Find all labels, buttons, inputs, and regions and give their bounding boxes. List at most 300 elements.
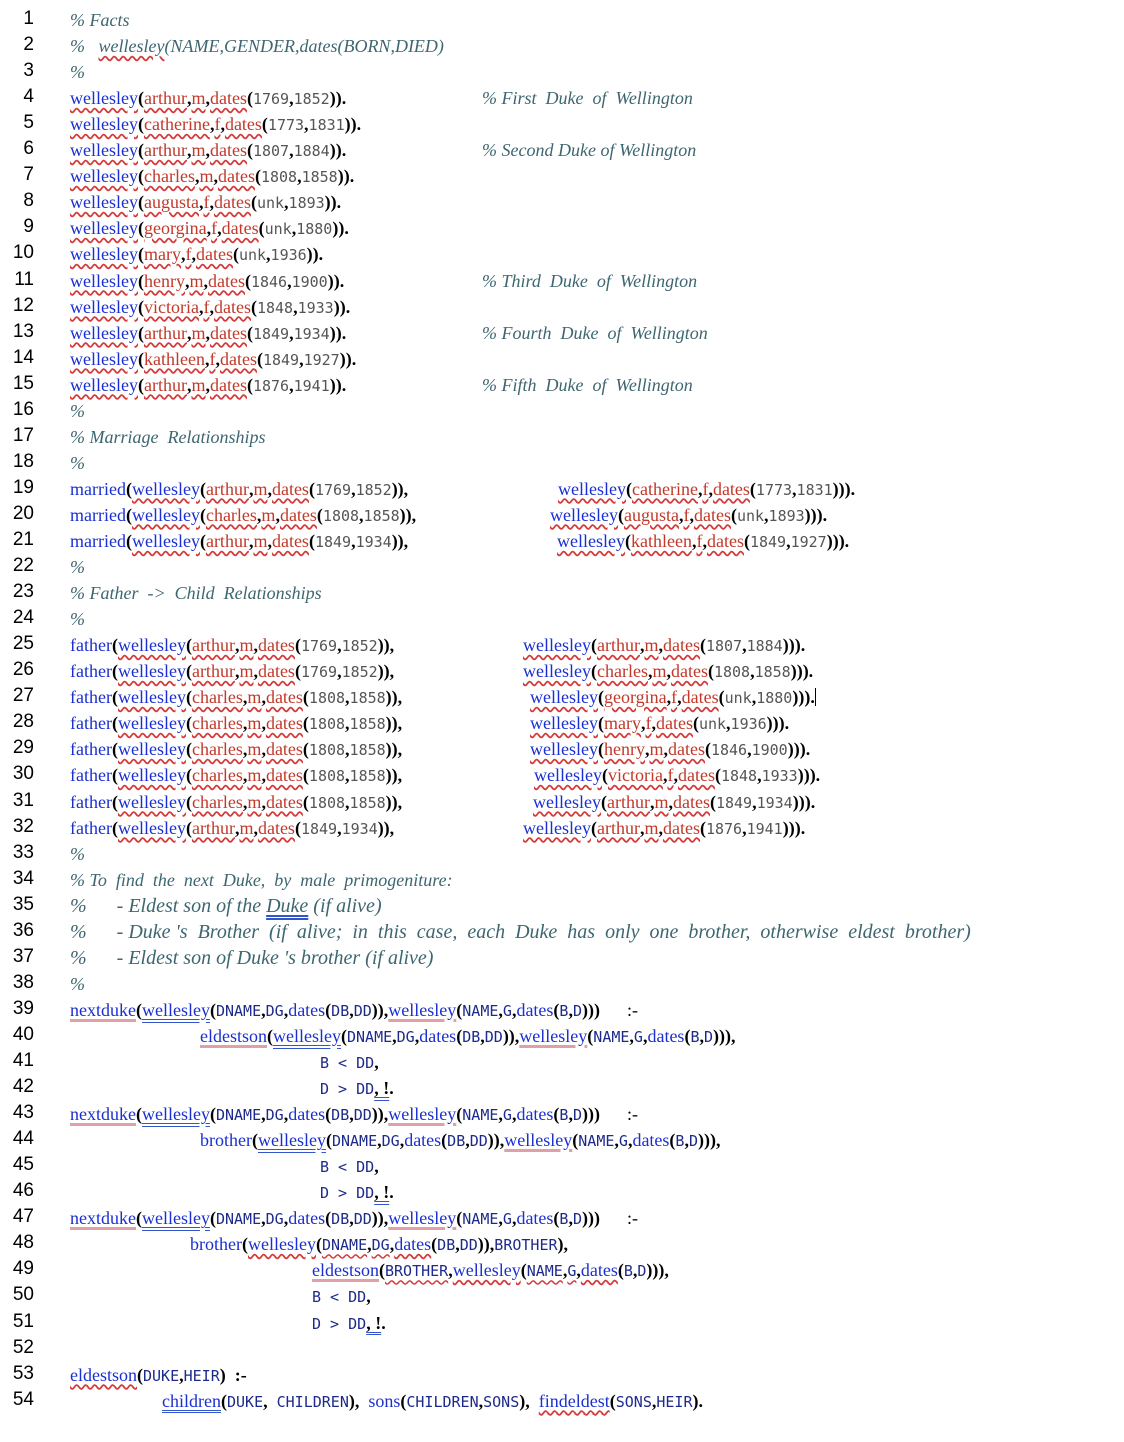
- code-token: 1808: [308, 793, 346, 812]
- code-token: wellesley: [533, 791, 601, 812]
- code-line[interactable]: [0, 293, 1124, 319]
- code-line[interactable]: [0, 631, 1124, 657]
- code-token: )).: [329, 374, 347, 395]
- code-token: married: [70, 478, 126, 499]
- code-line[interactable]: [0, 475, 1124, 501]
- code-token: m: [191, 88, 206, 109]
- code-token: (: [730, 504, 737, 525]
- line-number: 46: [12, 1180, 34, 1202]
- code-token: f: [667, 765, 674, 786]
- code-token: 1880: [756, 689, 793, 708]
- code-token: ,: [359, 504, 364, 525]
- code-line[interactable]: [0, 1309, 1124, 1335]
- code-line[interactable]: [0, 58, 1124, 84]
- code-text-second-arg: [558, 479, 855, 500]
- code-token: DD: [348, 1314, 367, 1333]
- code-token: wellesley: [131, 531, 200, 551]
- code-token: D: [688, 1132, 698, 1151]
- code-token: ,: [750, 661, 755, 682]
- code-token: (: [111, 661, 118, 682]
- code-line[interactable]: [0, 709, 1124, 735]
- code-token: G: [618, 1132, 628, 1151]
- code-token: ,: [217, 218, 222, 239]
- code-token: (: [111, 817, 118, 838]
- code-token: ,: [498, 999, 503, 1020]
- code-token: ,: [726, 713, 731, 734]
- code-line[interactable]: [0, 788, 1124, 814]
- code-line[interactable]: [0, 970, 1124, 996]
- code-token: wellesley: [70, 140, 138, 161]
- code-token: (: [669, 1130, 676, 1151]
- code-line[interactable]: [0, 1335, 1124, 1361]
- code-token: 1852: [293, 90, 330, 109]
- code-token: (: [699, 635, 706, 656]
- code-token: ,: [248, 478, 254, 499]
- code-text: [70, 896, 382, 916]
- code-token: (: [209, 1104, 216, 1125]
- code-token: henry: [143, 270, 185, 291]
- code-token: f: [683, 504, 690, 525]
- code-token: DUKE: [143, 1366, 180, 1385]
- code-text: [70, 922, 971, 942]
- code-token: ,: [374, 1052, 379, 1072]
- code-token: ))): [581, 999, 600, 1020]
- code-token: 1936: [270, 246, 307, 265]
- code-token: D >: [312, 1314, 349, 1333]
- code-token: ,: [180, 244, 186, 265]
- code-text: [70, 765, 402, 786]
- code-token: ,: [242, 713, 248, 734]
- inline-comment: % Fourth Duke of Wellington: [482, 322, 708, 343]
- code-token: (: [553, 1208, 560, 1229]
- code-token: ))).: [787, 739, 811, 760]
- code-token: m: [261, 504, 276, 525]
- code-token: DNAME: [331, 1132, 378, 1151]
- code-token: %: [70, 973, 85, 994]
- code-token: ,: [632, 1260, 638, 1281]
- code-token: (: [597, 739, 604, 760]
- code-text: [70, 10, 129, 30]
- code-token: ))).: [797, 765, 821, 786]
- inline-comment: % First Duke of Wellington: [482, 88, 693, 109]
- code-token: )).: [329, 88, 347, 109]
- code-token: dates: [219, 348, 257, 369]
- code-token: wellesley: [141, 999, 210, 1020]
- code-token: 1880: [296, 220, 333, 239]
- code-token: ))): [581, 1104, 600, 1125]
- code-token: ,: [205, 140, 210, 161]
- line-number: 1: [23, 8, 34, 29]
- code-token: (: [137, 374, 144, 395]
- code-token: dates: [670, 661, 708, 682]
- code-line[interactable]: [0, 1256, 1124, 1282]
- code-token: (: [135, 1208, 142, 1229]
- code-line[interactable]: [0, 1230, 1124, 1256]
- code-token: georgina: [603, 687, 667, 708]
- code-text: [70, 140, 346, 161]
- code-token: ,: [261, 765, 266, 786]
- code-token: ,: [647, 661, 653, 682]
- code-text: [70, 844, 85, 864]
- code-token: (: [325, 1104, 332, 1125]
- code-token: 1876: [705, 819, 743, 838]
- code-line[interactable]: [0, 735, 1124, 761]
- code-token: wellesley: [530, 739, 598, 760]
- code-token: (: [250, 192, 257, 213]
- code-token: findeldest: [538, 1390, 610, 1411]
- code-token: ,: [289, 140, 294, 161]
- code-token: 1884: [293, 142, 330, 161]
- code-token: % - Eldest son of Duke 's brother (if alive): [70, 946, 434, 969]
- code-token: wellesley: [557, 531, 625, 551]
- line-number: 8: [23, 190, 34, 212]
- code-token: ,: [205, 88, 210, 109]
- code-token: B <: [320, 1158, 357, 1177]
- code-line[interactable]: [0, 996, 1124, 1022]
- code-line[interactable]: [0, 527, 1124, 553]
- code-token: dates: [394, 1234, 432, 1255]
- code-token: 1846: [710, 741, 748, 760]
- code-token: (: [704, 739, 711, 760]
- code-token: ,: [366, 1286, 371, 1307]
- code-token: )),: [502, 1025, 520, 1046]
- code-token: charles: [191, 765, 243, 786]
- code-token: arthur: [143, 374, 187, 395]
- code-line[interactable]: [0, 371, 1124, 397]
- code-line[interactable]: [0, 892, 1124, 918]
- code-token: (: [325, 1130, 332, 1151]
- code-token: (: [137, 114, 144, 135]
- line-number: 54: [12, 1388, 34, 1410]
- code-token: unk: [256, 194, 285, 213]
- code-token: ,: [697, 478, 703, 499]
- code-line[interactable]: [0, 1126, 1124, 1152]
- code-line[interactable]: [0, 1178, 1124, 1204]
- code-token: NAME: [462, 1106, 499, 1125]
- code-line[interactable]: [0, 32, 1124, 58]
- line-number: 36: [12, 919, 34, 941]
- code-line[interactable]: [0, 267, 1124, 293]
- code-token: ,: [651, 1390, 657, 1411]
- code-token: DD: [353, 1106, 372, 1125]
- code-token: ,: [699, 1025, 704, 1046]
- code-token: wellesley: [523, 635, 591, 656]
- code-token: (: [590, 661, 597, 682]
- line-number: 2: [23, 34, 34, 56]
- code-token: G: [502, 1001, 512, 1020]
- code-token: )),: [377, 817, 395, 838]
- code-token: ,: [644, 739, 650, 760]
- code-token: % To find the next Duke, by male primogeniture:: [70, 869, 453, 890]
- code-token: wellesley: [98, 36, 165, 57]
- code-text: [70, 1365, 247, 1386]
- line-number: 41: [12, 1050, 34, 1071]
- code-token: m: [253, 531, 268, 551]
- code-token: % Facts: [70, 10, 130, 30]
- code-token: dates: [647, 1025, 685, 1046]
- code-token: (: [137, 218, 144, 239]
- code-line[interactable]: [0, 683, 1124, 709]
- code-token: dates: [265, 713, 303, 734]
- code-token: (: [261, 114, 268, 135]
- code-token: dates: [288, 999, 326, 1020]
- code-token: 1848: [720, 767, 758, 786]
- code-line[interactable]: [0, 6, 1124, 32]
- code-line[interactable]: [0, 840, 1124, 866]
- code-line[interactable]: [0, 319, 1124, 345]
- code-token: B: [559, 1106, 569, 1125]
- code-token: (: [185, 687, 192, 708]
- code-line[interactable]: [0, 84, 1124, 110]
- code-line[interactable]: [0, 944, 1124, 970]
- code-token: m: [247, 765, 262, 786]
- code-token: dates: [516, 1208, 554, 1229]
- code-token: arthur: [191, 635, 235, 656]
- line-number: 20: [12, 502, 34, 524]
- code-token: wellesley: [388, 999, 457, 1020]
- code-token: (: [246, 88, 253, 109]
- code-token: (: [135, 1104, 142, 1125]
- line-number: 13: [12, 320, 34, 342]
- code-token: (: [707, 661, 714, 682]
- code-token: ,: [253, 817, 258, 838]
- code-line[interactable]: [0, 501, 1124, 527]
- code-token: 1876: [252, 376, 290, 395]
- code-token: (: [137, 348, 144, 369]
- code-token: father: [70, 817, 112, 838]
- line-number: 22: [12, 555, 34, 577]
- code-token: dates: [667, 739, 705, 760]
- code-token: DB: [462, 1027, 481, 1046]
- code-line[interactable]: [0, 605, 1124, 631]
- code-line[interactable]: [0, 136, 1124, 162]
- code-token: ,: [742, 635, 747, 656]
- code-token: augusta: [623, 504, 679, 525]
- code-token: ))).: [826, 531, 850, 551]
- code-text: [70, 218, 349, 239]
- code-text: [70, 739, 402, 760]
- code-line[interactable]: [0, 1074, 1124, 1100]
- code-line[interactable]: [0, 657, 1124, 683]
- code-token: ,: [465, 1130, 470, 1151]
- code-line[interactable]: [0, 1387, 1124, 1413]
- code-token: dates: [632, 1130, 670, 1151]
- code-token: ))).: [792, 687, 815, 708]
- code-token: ,: [568, 1104, 573, 1125]
- line-number: 19: [12, 476, 34, 498]
- code-token: wellesley: [131, 504, 200, 525]
- code-token: ,: [792, 478, 797, 499]
- code-token: (: [199, 504, 206, 525]
- code-token: DD: [469, 1132, 488, 1151]
- code-line[interactable]: [0, 162, 1124, 188]
- code-text: [312, 1286, 371, 1307]
- code-text: [70, 427, 266, 447]
- code-token: ,: [702, 531, 707, 551]
- code-line[interactable]: [0, 579, 1124, 605]
- code-token: (: [302, 739, 309, 760]
- code-token: (: [209, 1208, 216, 1229]
- code-token: arthur: [143, 322, 187, 343]
- code-line[interactable]: [0, 397, 1124, 423]
- code-text-second-arg: [534, 765, 820, 786]
- code-text: [320, 1156, 379, 1177]
- code-token: %: [70, 557, 85, 578]
- code-token: wellesley: [117, 739, 186, 760]
- code-token: %: [70, 400, 85, 421]
- code-token: ,: [351, 478, 356, 499]
- code-token: ,: [261, 1104, 266, 1125]
- code-token: 1773: [267, 116, 305, 135]
- code-token: charles: [191, 739, 243, 760]
- code-line[interactable]: [0, 1152, 1124, 1178]
- code-token: % - Duke 's Brother (if alive; in this case, each Duke has only one brother, otherwise eldest brother): [70, 920, 971, 943]
- code-token: NAME: [578, 1132, 615, 1151]
- code-token: DNAME: [215, 1001, 262, 1020]
- code-token: BROTHER: [385, 1262, 449, 1281]
- code-token: brother: [200, 1130, 252, 1151]
- code-token: father: [70, 713, 112, 734]
- code-text: [70, 661, 394, 682]
- code-line[interactable]: [0, 449, 1124, 475]
- code-line[interactable]: [0, 1282, 1124, 1308]
- code-token: m: [644, 635, 659, 656]
- code-token: ,: [708, 478, 713, 499]
- code-line[interactable]: [0, 110, 1124, 136]
- code-token: :-: [599, 1208, 638, 1229]
- code-token: )),: [385, 687, 403, 708]
- code-token: DD: [484, 1027, 503, 1046]
- code-token: m: [199, 166, 214, 187]
- code-token: Duke: [266, 894, 309, 917]
- code-line[interactable]: [0, 423, 1124, 449]
- code-token: (: [111, 687, 118, 708]
- code-token: 1852: [341, 663, 378, 682]
- code-token: , !: [374, 1182, 390, 1203]
- code-token: ,: [511, 1104, 517, 1125]
- code-token: B <: [320, 1054, 357, 1072]
- code-token: )).: [332, 218, 349, 239]
- code-token: ,: [663, 739, 668, 760]
- code-token: DG: [371, 1236, 390, 1255]
- line-number: 37: [12, 945, 34, 967]
- code-token: HEIR: [183, 1366, 220, 1385]
- code-token: ,: [349, 1104, 354, 1125]
- code-token: ,: [287, 270, 292, 291]
- code-line[interactable]: [0, 1204, 1124, 1230]
- code-text: [70, 1208, 638, 1229]
- line-number: 50: [12, 1284, 34, 1306]
- code-token: (: [199, 478, 206, 499]
- code-line[interactable]: [0, 918, 1124, 944]
- code-text-second-arg: [523, 661, 813, 682]
- code-token: (: [185, 791, 192, 812]
- line-number: 38: [12, 971, 34, 993]
- code-token: ,: [377, 1130, 382, 1151]
- code-token: georgina: [143, 218, 207, 239]
- code-token: (: [185, 635, 192, 656]
- code-line[interactable]: [0, 761, 1124, 787]
- code-token: dates: [672, 791, 710, 812]
- code-token: ,: [392, 1025, 397, 1046]
- code-token: ,: [291, 218, 297, 239]
- code-token: D: [572, 1210, 582, 1229]
- code-token: ,: [283, 1208, 289, 1229]
- code-token: wellesley: [117, 765, 186, 786]
- code-line[interactable]: [0, 1048, 1124, 1074]
- code-token: ,: [576, 1260, 581, 1281]
- code-line[interactable]: [0, 214, 1124, 240]
- code-token: ,: [374, 1156, 379, 1177]
- code-token: f: [671, 687, 678, 708]
- code-token: wellesley: [117, 687, 186, 708]
- code-token: 1893: [288, 194, 325, 213]
- code-token: m: [253, 478, 268, 499]
- code-line[interactable]: [0, 1361, 1124, 1387]
- code-token: charles: [191, 791, 243, 812]
- code-line[interactable]: [0, 553, 1124, 579]
- code-line[interactable]: [0, 1100, 1124, 1126]
- code-token: 1858: [349, 689, 386, 708]
- code-text: [70, 62, 85, 82]
- code-token: victoria: [143, 296, 199, 317]
- code-token: ,: [283, 1104, 289, 1125]
- code-token: ,: [666, 661, 671, 682]
- code-token: ,: [764, 504, 769, 525]
- code-token: wellesley: [70, 322, 138, 343]
- code-token: 1849: [262, 350, 300, 369]
- code-token: wellesley: [257, 1130, 326, 1151]
- code-token: wellesley: [70, 166, 138, 187]
- code-text: [200, 1130, 720, 1151]
- code-token: B: [675, 1132, 685, 1151]
- code-line[interactable]: [0, 1022, 1124, 1048]
- code-token: ,: [689, 504, 694, 525]
- code-token: )).: [329, 322, 347, 343]
- code-token: ,: [261, 999, 266, 1020]
- code-token: wellesley: [247, 1234, 316, 1255]
- code-line[interactable]: [0, 345, 1124, 371]
- code-text-second-arg: [533, 792, 815, 813]
- code-token: nextduke: [70, 1208, 136, 1229]
- code-token: ,: [478, 1390, 484, 1411]
- code-line[interactable]: [0, 814, 1124, 840]
- code-token: ,: [293, 296, 298, 317]
- code-token: wellesley: [523, 817, 591, 838]
- code-token: (: [125, 478, 132, 499]
- code-line[interactable]: [0, 240, 1124, 266]
- line-number: 31: [12, 789, 34, 811]
- code-token: ,: [256, 504, 262, 525]
- code-token: 1858: [349, 767, 386, 786]
- code-line[interactable]: [0, 866, 1124, 892]
- code-line[interactable]: [0, 188, 1124, 214]
- code-text: [70, 635, 394, 656]
- code-token: m: [191, 140, 206, 161]
- code-token: augusta: [143, 192, 199, 213]
- code-token: (: [199, 531, 206, 551]
- code-token: (: [587, 1025, 594, 1046]
- code-token: ,: [242, 765, 248, 786]
- code-token: wellesley: [70, 192, 138, 213]
- code-token: )),: [385, 713, 403, 734]
- code-token: (: [294, 817, 301, 838]
- code-token: ))).: [782, 635, 806, 656]
- code-token: mary: [603, 713, 641, 734]
- line-number: 26: [12, 659, 34, 681]
- code-token: 1808: [260, 168, 298, 187]
- code-token: .: [389, 1078, 394, 1099]
